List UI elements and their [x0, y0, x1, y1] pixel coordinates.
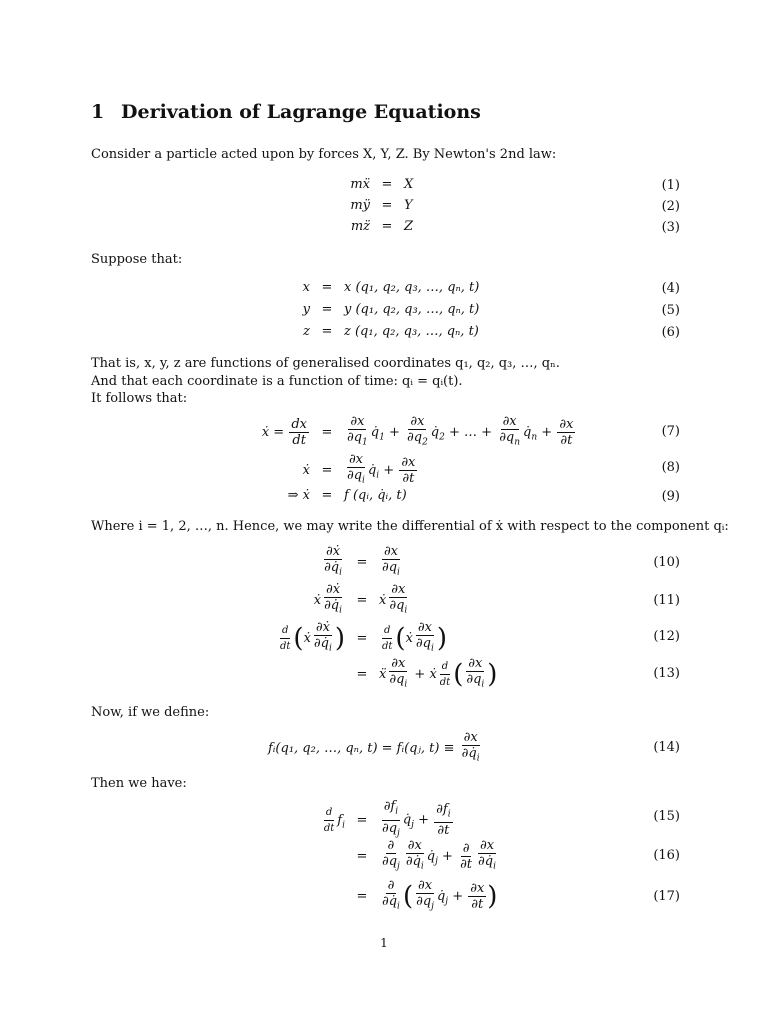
- paragraph-thatis-2: And that each coordinate is a function of time: qᵢ = qᵢ(t).: [91, 374, 463, 389]
- equation-1: [300, 177, 460, 192]
- equation-8: ẋ = $\frac{\partial x}{\partial q_i}$ $q̇_i$ + $\frac{\partial x}{\partial t}$: [302, 452, 416, 486]
- equation-14: fᵢ(q₁, q₂, …, qₙ, t) = fᵢ(qⱼ, t) ≡ $\frac{\partial x}{\partial q̇_i}$: [268, 730, 480, 764]
- eqnum-15: (15): [653, 809, 680, 824]
- eqnum-1: (1): [661, 178, 680, 193]
- paragraph-thatis-1: That is, x, y, z are functions of generalised coordinates q₁, q₂, q₃, …, qₙ.: [91, 356, 560, 371]
- eq6-rhs: z (q₁, q₂, q₃, …, qₙ, t): [344, 324, 479, 339]
- equation-16: = $\frac{\partial}{\partial q_j}$ $\frac{\partial x}{\partial q̇_i}$ $q̇_j$ + $\frac{\partial}{\partial t}$ $\frac{\partial x}{\partial q̇_i}$: [356, 838, 496, 872]
- eq3-rel: =: [381, 219, 393, 234]
- eq3-lhs: mz̈: [350, 219, 370, 234]
- eqnum-16: (16): [653, 848, 680, 863]
- eqnum-3: (3): [661, 220, 680, 235]
- eq3-rhs: Z: [404, 219, 414, 234]
- eqnum-10: (10): [653, 555, 680, 570]
- equation-4: [260, 280, 479, 295]
- eqnum-14: (14): [653, 740, 680, 755]
- eqnum-5: (5): [661, 303, 680, 318]
- eq1-rhs: X: [404, 177, 414, 192]
- page-number: 1: [380, 936, 388, 950]
- equation-5: [260, 302, 479, 317]
- section-title: Derivation of Lagrange Equations: [121, 101, 481, 123]
- eq2-rhs: Y: [404, 198, 413, 213]
- eq2-rel: =: [381, 198, 393, 213]
- section-number: 1: [91, 101, 105, 123]
- eqnum-17: (17): [653, 889, 680, 904]
- eqnum-7: (7): [661, 424, 680, 439]
- eq6-rel: =: [321, 324, 333, 339]
- eq5-rhs: y (q₁, q₂, q₃, …, qₙ, t): [344, 302, 480, 317]
- equation-9: ⇒ ẋ = f (qᵢ, q̇ᵢ, t): [230, 488, 407, 503]
- eq4-rel: =: [321, 280, 333, 295]
- eqnum-6: (6): [661, 325, 680, 340]
- eq5-lhs: y: [302, 302, 310, 317]
- eqnum-13: (13): [653, 666, 680, 681]
- paragraph-thenwe: Then we have:: [91, 776, 187, 791]
- eqnum-12: (12): [653, 629, 680, 644]
- eq14-text: fᵢ(q₁, q₂, …, qₙ, t) = fᵢ(qⱼ, t) ≡: [268, 740, 455, 756]
- paragraph-define: Now, if we define:: [91, 705, 210, 720]
- equation-13: = ẍ $\frac{\partial x}{\partial q_i}$ + ẋ $\frac{d}{dt}$ ( $\frac{\partial x}{\partial q_i}$ ): [356, 656, 498, 690]
- eqnum-4: (4): [661, 281, 680, 296]
- equation-2: [300, 198, 460, 213]
- eq1-rel: =: [381, 177, 393, 192]
- eqnum-8: (8): [661, 460, 680, 475]
- eq2-lhs: mÿ: [350, 198, 370, 213]
- eq5-rel: =: [321, 302, 333, 317]
- equation-6: [260, 324, 479, 339]
- equation-10: $\frac{\text{∂ẋ}}{\partial q̇_i}$ = $\frac{\partial x}{\partial q_i}$: [324, 544, 400, 578]
- equation-11: ẋ $\frac{\text{∂ẋ}}{\partial q̇_i}$ = ẋ $\frac{\partial x}{\partial q_i}$: [313, 582, 408, 616]
- eq9-rhs: f (qᵢ, q̇ᵢ, t): [344, 488, 407, 503]
- eqnum-11: (11): [653, 593, 680, 608]
- paragraph-intro: Consider a particle acted upon by forces X, Y, Z. By Newton's 2nd law:: [91, 147, 557, 162]
- section-heading: [91, 101, 481, 123]
- equation-15: $\frac{d}{dt}$ $f_i$ = $\frac{\partial f_i}{\partial q_j}$ $q̇_j$ + $\frac{\partial f_i}{\partial t}$: [323, 799, 451, 839]
- eqnum-2: (2): [661, 199, 680, 214]
- eq1-lhs: mẍ: [350, 177, 370, 192]
- paragraph-suppose: Suppose that:: [91, 252, 183, 267]
- eqnum-9: (9): [661, 489, 680, 504]
- paragraph-thatis-3: It follows that:: [91, 391, 188, 406]
- eq6-lhs: z: [303, 324, 310, 339]
- eq4-lhs: x: [302, 280, 310, 295]
- equation-3: [300, 219, 460, 234]
- equation-17: = $\frac{\partial}{\partial q̇_i}$ ( $\frac{\partial x}{\partial q_j}$ $q̇_j$ + $\frac{\partial x}{\partial t}$ ): [356, 878, 498, 912]
- equation-12: $\frac{d}{dt}$ (ẋ $\frac{\text{∂ẋ}}{\partial q̇_i}$ ) = $\frac{d}{dt}$ (ẋ $\frac{\partial x}{\partial q_i}$ ): [279, 620, 448, 654]
- equation-7: ẋ = $\frac{dx}{dt}$ = $\frac{\partial x}{\partial q_1}$ $q̇_1$ + $\frac{\partial x}{\partial q_2}$ $q̇_2$ + … + $\frac{\partial x}{\partial q_n}$ $q̇_n$ + $\frac{\partial x}{\partial t}$: [261, 414, 574, 448]
- eq9-lhs: ⇒ ẋ: [287, 488, 310, 503]
- eq4-rhs: x (q₁, q₂, q₃, …, qₙ, t): [344, 280, 480, 295]
- paragraph-where: Where i = 1, 2, …, n. Hence, we may write the differential of ẋ with respect to the component qᵢ:: [91, 519, 729, 534]
